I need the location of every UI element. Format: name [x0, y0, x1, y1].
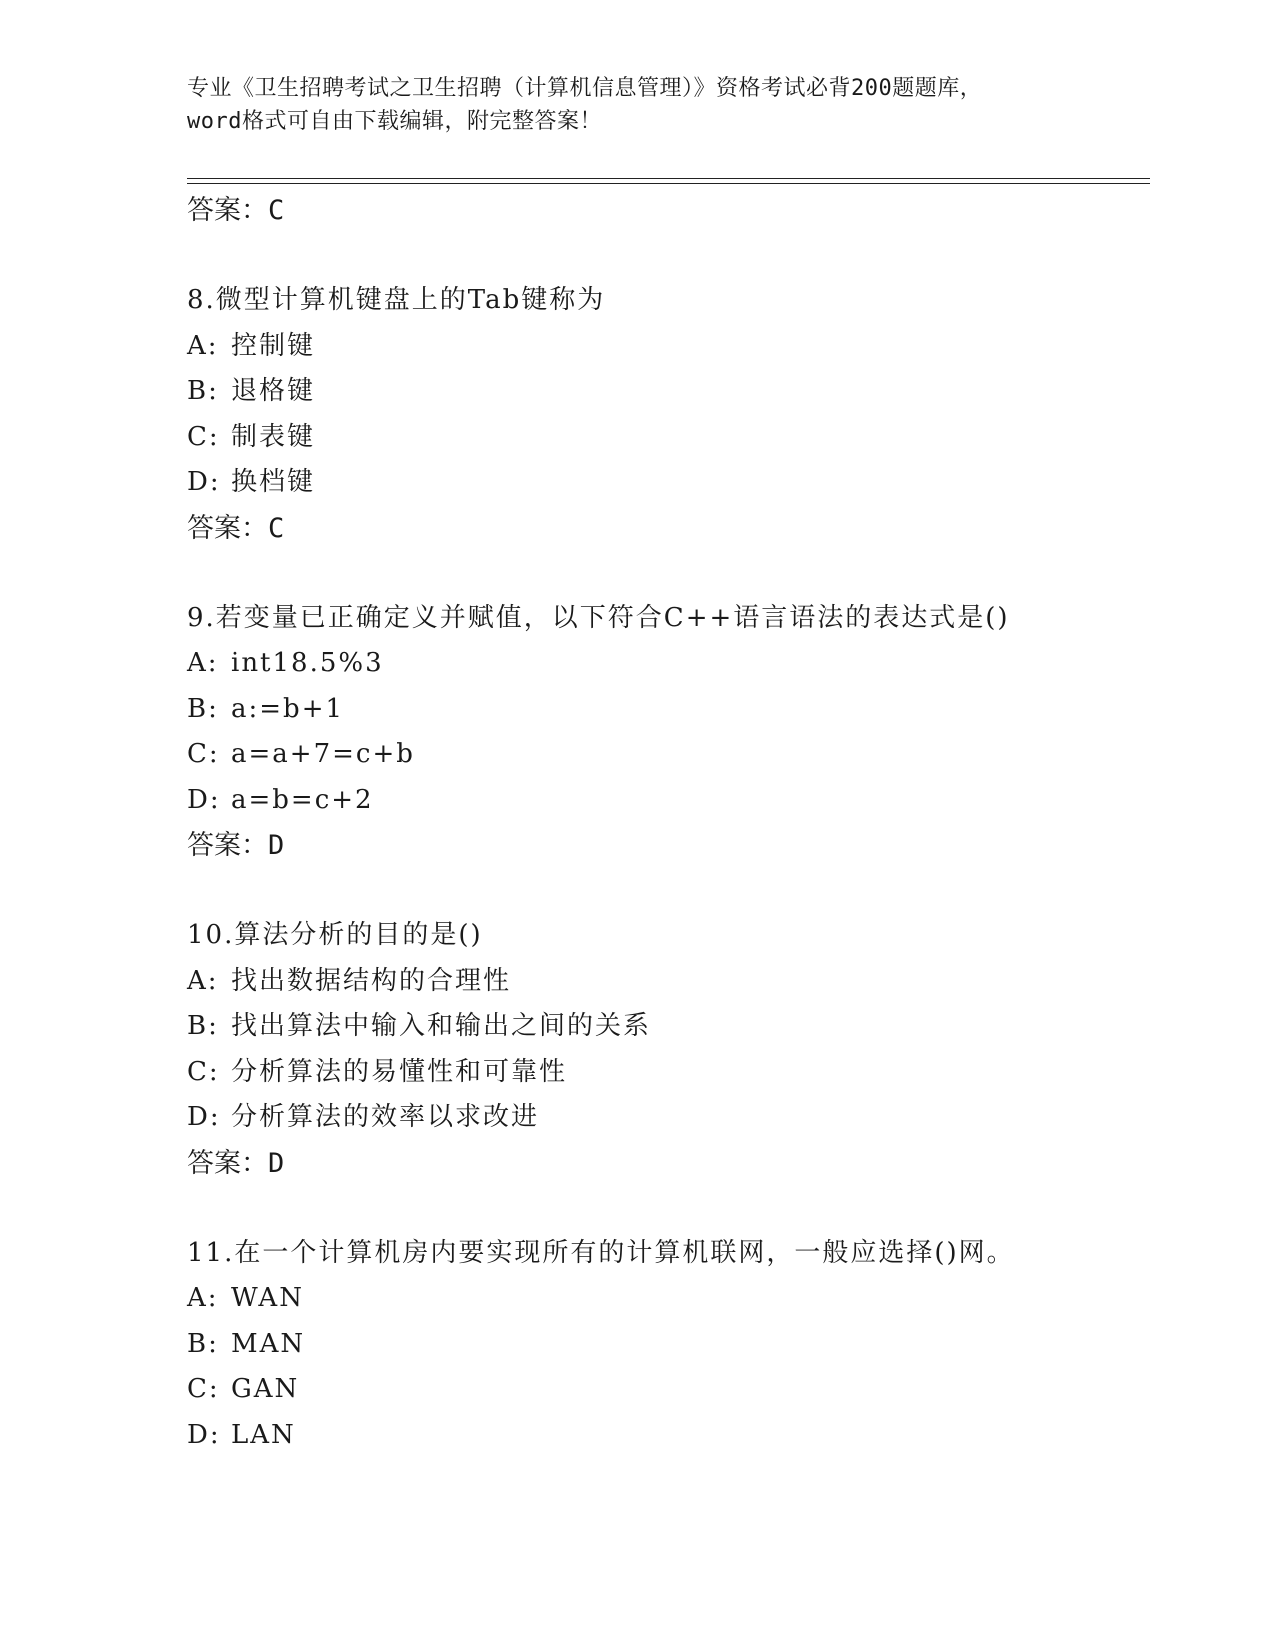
option-text: 换档键 [231, 467, 316, 497]
question-spacer [187, 869, 1147, 913]
answer-option [187, 324, 1147, 370]
header-line-1: 专业《卫生招聘考试之卫生招聘（计算机信息管理）》资格考试必背200题题库， [187, 76, 983, 101]
option-letter: B: [187, 376, 219, 406]
option-text: GAN [231, 1374, 300, 1404]
option-text: WAN [231, 1283, 304, 1313]
question-block [187, 913, 1147, 1187]
question-spacer [187, 234, 1147, 278]
question-spacer [187, 1187, 1147, 1231]
option-text: 找出算法中输入和输出之间的关系 [231, 1011, 652, 1041]
answer-option [187, 687, 1147, 733]
answer-option [187, 641, 1147, 687]
option-text: int18.5%3 [231, 648, 384, 678]
answer-line: 答案：C [187, 512, 285, 544]
option-text: a=a+7=c+b [231, 739, 415, 769]
option-letter: B: [187, 1328, 219, 1359]
header-line-2: word格式可自由下载编辑，附完整答案！ [187, 109, 602, 134]
header-divider-top [187, 178, 1150, 179]
answer-option [187, 732, 1147, 778]
answer-option [187, 959, 1147, 1005]
question-stem: 9.若变量已正确定义并赋值，以下符合C++语言语法的表达式是() [187, 602, 1010, 633]
option-text: 控制键 [231, 330, 316, 361]
option-text: 找出数据结构的合理性 [231, 965, 512, 996]
option-text: 退格键 [231, 376, 316, 406]
option-letter: C: [187, 1056, 220, 1087]
question-block [187, 278, 1147, 552]
question-stem: 10.算法分析的目的是() [187, 920, 483, 950]
option-letter: A: [187, 330, 219, 361]
option-letter: D: [187, 1419, 221, 1450]
answer-option [187, 778, 1147, 824]
option-letter: D: [187, 1102, 221, 1132]
question-stem: 8.微型计算机键盘上的Tab键称为 [187, 285, 606, 315]
question-list [187, 188, 1147, 1458]
answer-option [187, 1367, 1147, 1413]
answer-option [187, 1004, 1147, 1050]
option-letter: C: [187, 739, 220, 769]
answer-option [187, 1276, 1147, 1322]
previous-answer: 答案：C [187, 195, 285, 226]
question-stem: 11.在一个计算机房内要实现所有的计算机联网，一般应选择()网。 [187, 1237, 1015, 1268]
option-letter: A: [187, 648, 219, 678]
option-letter: D: [187, 467, 221, 497]
answer-option [187, 369, 1147, 415]
option-letter: C: [187, 1374, 220, 1404]
option-text: LAN [231, 1419, 296, 1450]
option-text: MAN [231, 1328, 306, 1359]
option-letter: B: [187, 693, 219, 724]
option-letter: C: [187, 421, 220, 452]
question-block [187, 596, 1147, 870]
question-block [187, 1231, 1147, 1459]
answer-option [187, 1413, 1147, 1459]
option-text: 分析算法的易懂性和可靠性 [231, 1056, 568, 1087]
questions-container [187, 234, 1147, 1458]
option-letter: A: [187, 965, 219, 996]
answer-line: 答案：D [187, 1147, 285, 1179]
answer-option [187, 1095, 1147, 1141]
option-letter: A: [187, 1283, 219, 1313]
option-letter: D: [187, 784, 221, 815]
answer-option [187, 460, 1147, 506]
option-text: 制表键 [231, 421, 316, 452]
question-spacer [187, 552, 1147, 596]
option-text: 分析算法的效率以求改进 [231, 1102, 540, 1132]
option-letter: B: [187, 1011, 219, 1041]
answer-option [187, 415, 1147, 461]
option-text: a:=b+1 [231, 693, 345, 724]
answer-line: 答案：D [187, 830, 285, 861]
page-header [187, 72, 1087, 138]
header-divider-bottom [187, 183, 1150, 184]
option-text: a=b=c+2 [231, 784, 374, 815]
answer-option [187, 1322, 1147, 1368]
answer-option [187, 1050, 1147, 1096]
